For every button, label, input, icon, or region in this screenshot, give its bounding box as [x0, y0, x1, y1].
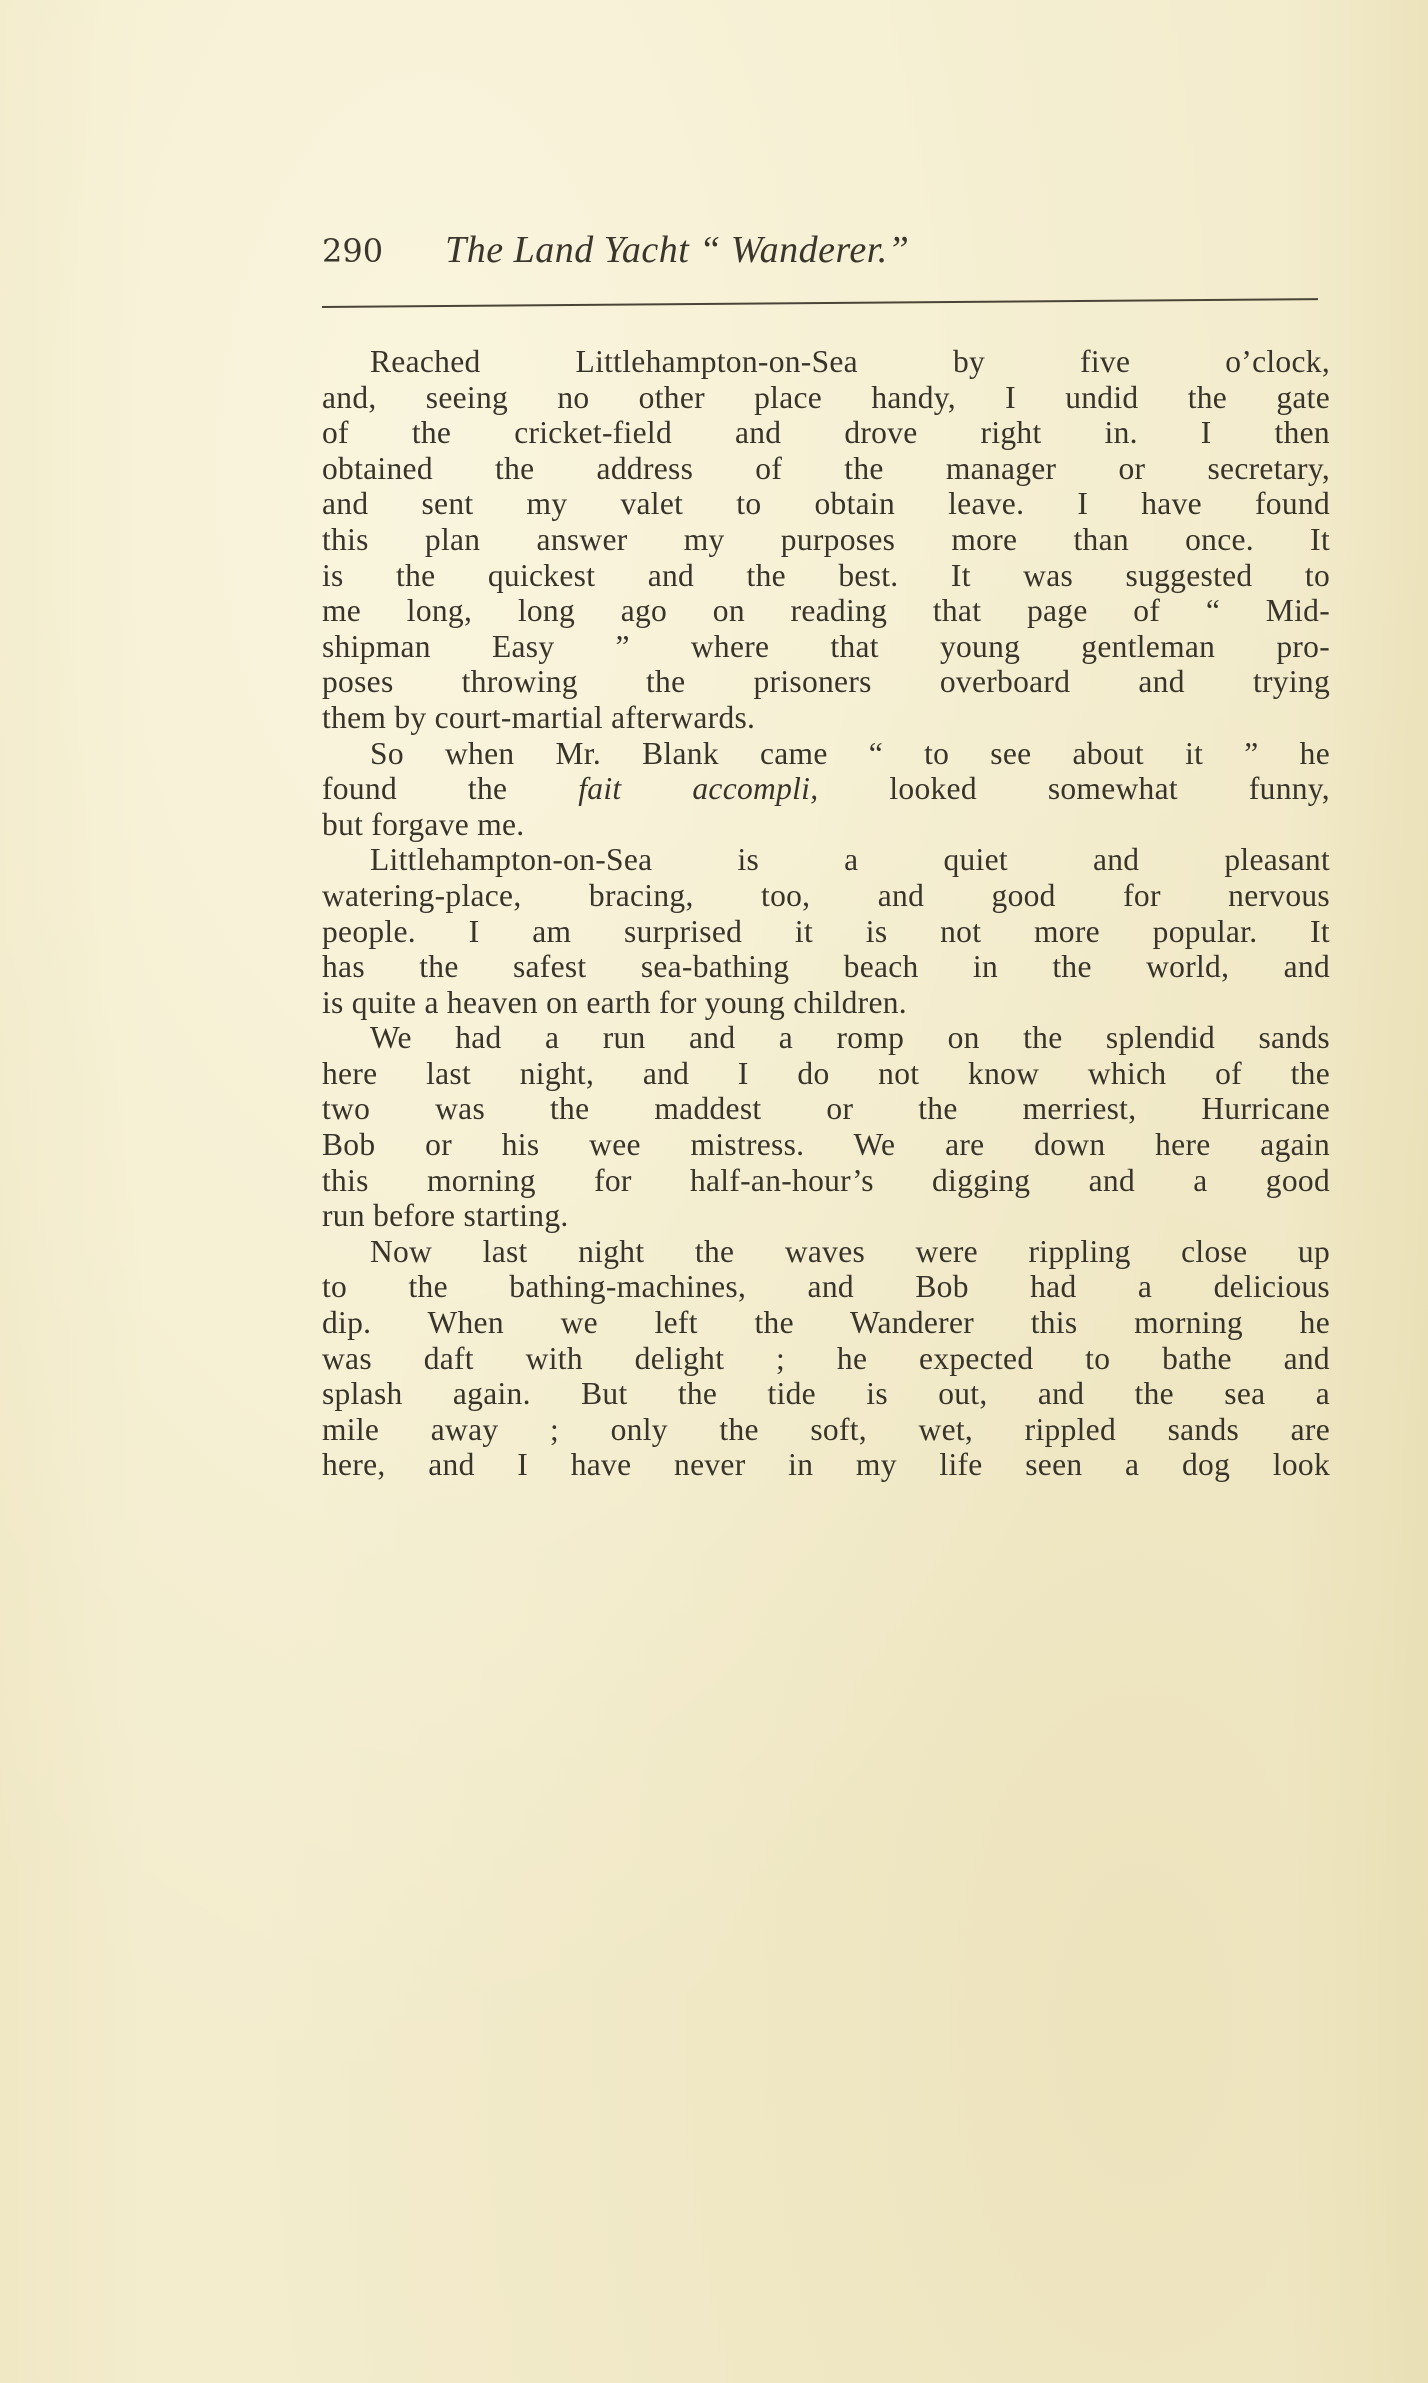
body-text: [322, 344, 1330, 1483]
text-line: and, seeing no other place handy, I undid the gate: [322, 379, 1330, 415]
text-line: is the quickest and the best. It was suggested to: [322, 557, 1330, 593]
running-head: [322, 228, 1322, 288]
text-line: obtained the address of the manager or secretary,: [322, 450, 1330, 486]
text-line: dip. When we left the Wanderer this morning he: [322, 1305, 1330, 1341]
text-line: splash again. But the tide is out, and the sea a: [322, 1376, 1330, 1412]
text-line: people. I am surprised it is not more popular. It: [322, 913, 1330, 949]
text-line-with-italic: [322, 771, 1330, 807]
text-line: to the bathing-machines, and Bob had a delicious: [322, 1269, 1330, 1305]
page-number: 290: [322, 232, 384, 270]
text-line: and sent my valet to obtain leave. I have found: [322, 486, 1330, 522]
text-line: Reached Littlehampton-on-Sea by five o’clock,: [370, 344, 1330, 379]
text-line: two was the maddest or the merriest, Hurricane: [322, 1091, 1330, 1127]
text-line: me long, long ago on reading that page of “ Mid-: [322, 593, 1330, 629]
italic-phrase: fait accompli,: [578, 771, 819, 807]
paragraph-5: [322, 1234, 1330, 1483]
paragraph-1: [322, 344, 1330, 736]
text-run: found the: [322, 771, 579, 807]
text-line: here last night, and I do not know which of the: [322, 1055, 1330, 1091]
header-rule: [322, 298, 1318, 308]
text-line: this morning for half-an-hour’s digging and a good: [322, 1162, 1330, 1198]
text-line: Littlehampton-on-Sea is a quiet and pleasant: [370, 842, 1330, 878]
text-line: of the cricket-field and drove right in. I then: [322, 415, 1330, 451]
text-line: shipman Easy ” where that young gentleman pro-: [322, 628, 1330, 664]
text-line: was daft with delight ; he expected to bathe and: [322, 1340, 1330, 1376]
text-line: this plan answer my purposes more than once. It: [322, 521, 1330, 557]
paragraph-4: [322, 1020, 1330, 1234]
text-line: Bob or his wee mistress. We are down here again: [322, 1127, 1330, 1163]
text-line: has the safest sea-bathing beach in the world, and: [322, 949, 1330, 985]
text-line: watering-place, bracing, too, and good for nervous: [322, 877, 1330, 913]
text-line: run before starting.: [322, 1198, 569, 1234]
text-run: looked somewhat funny,: [818, 771, 1330, 807]
text-line: them by court-martial afterwards.: [322, 699, 756, 735]
text-line: is quite a heaven on earth for young children.: [322, 984, 907, 1020]
text-line: here, and I have never in my life seen a dog look: [322, 1447, 1330, 1483]
text-line: poses throwing the prisoners overboard and trying: [322, 664, 1330, 700]
paragraph-3: [322, 842, 1330, 1020]
text-line: but forgave me.: [322, 806, 525, 842]
paragraph-2: [322, 736, 1330, 843]
text-line: So when Mr. Blank came “ to see about it ” he: [370, 735, 1330, 771]
text-line: mile away ; only the soft, wet, rippled sands are: [322, 1411, 1330, 1447]
text-line: We had a run and a romp on the splendid sands: [370, 1020, 1330, 1056]
running-title: The Land Yacht “ Wanderer.”: [445, 229, 910, 271]
text-line: Now last night the waves were rippling close up: [370, 1233, 1330, 1269]
